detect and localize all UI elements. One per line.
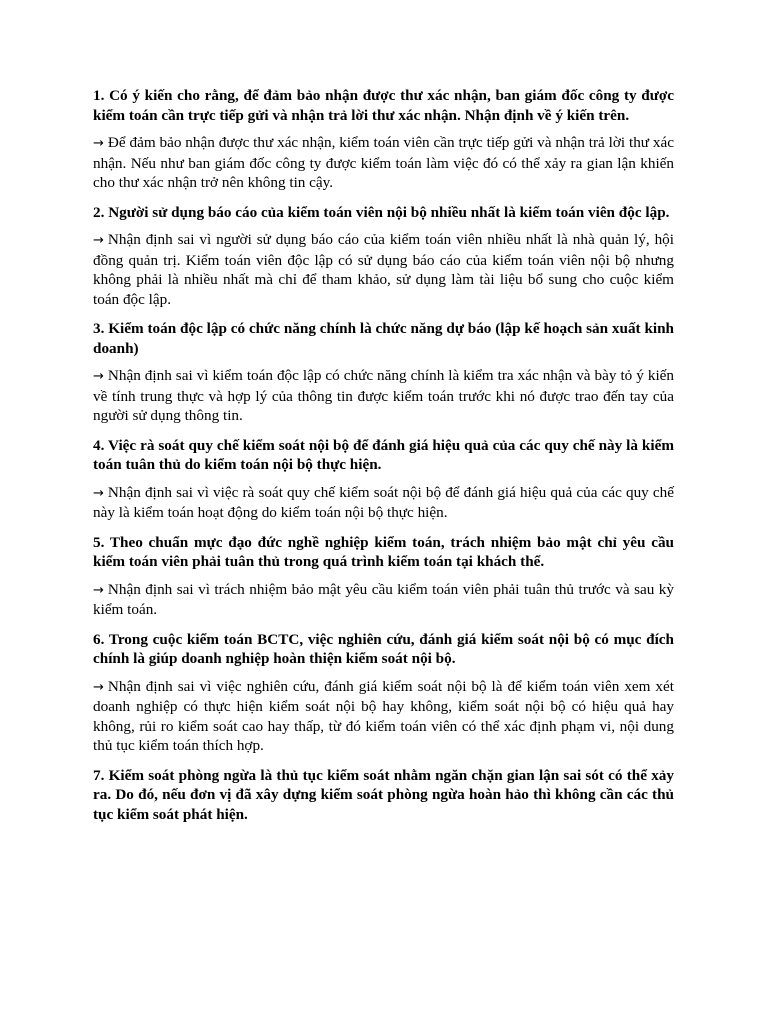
answer-2-text: Nhận định sai vì người sử dụng báo cáo của kiểm toán viên nhiều nhất là nhà quản lý, hội đồng quản trị. Kiểm toán viên độc lập có sử dụng báo cáo của kiểm toán viên nội bộ nhưng không phải là nhiều nhất mà chỉ để tham khảo, sử dụng làm tài liệu bổ sung cho cuộc kiểm toán độc lập. <box>93 231 674 308</box>
question-3: 3. Kiểm toán độc lập có chức năng chính là chức năng dự báo (lập kế hoạch sản xuất kinh doanh) <box>93 320 674 357</box>
arrow-right-icon: → <box>93 369 104 384</box>
item-7 <box>93 766 674 825</box>
item-3 <box>93 319 674 426</box>
item-5 <box>93 533 674 620</box>
question-4: 4. Việc rà soát quy chế kiểm soát nội bộ để đánh giá hiệu quả của các quy chế này là kiểm toán tuân thủ do kiểm toán nội bộ thực hiện. <box>93 436 674 473</box>
question-6: 6. Trong cuộc kiểm toán BCTC, việc nghiên cứu, đánh giá kiểm soát nội bộ có mục đích chính là giúp doanh nghiệp hoàn thiện kiểm soát nội bộ. <box>93 630 674 667</box>
answer-6-text: Nhận định sai vì việc nghiên cứu, đánh giá kiểm soát nội bộ là để kiểm toán viên xem xét doanh nghiệp có thực hiện kiểm soát nội bộ hay không, kiểm soát nội bộ có hiệu quả hay không, rủi ro kiểm soát cao hay thấp, từ đó kiểm toán viên có thể xác định phạm vi, nội dung thủ tục kiểm toán thích hợp. <box>93 677 674 754</box>
question-5: 5. Theo chuẩn mực đạo đức nghề nghiệp kiểm toán, trách nhiệm bảo mật chỉ yêu cầu kiểm toán viên phải tuân thủ trong quá trình kiểm toán tại khách thể. <box>93 533 674 570</box>
question-1: 1. Có ý kiến cho rằng, để đảm bảo nhận được thư xác nhận, ban giám đốc công ty được kiểm toán cần trực tiếp gửi và nhận trả lời thư xác nhận. Nhận định về ý kiến trên. <box>93 87 674 124</box>
answer-6 <box>93 677 674 756</box>
answer-2 <box>93 230 674 309</box>
answer-5 <box>93 580 674 620</box>
arrow-right-icon: → <box>93 582 104 598</box>
answer-3 <box>93 366 674 426</box>
item-2 <box>93 203 674 310</box>
question-2: 2. Người sử dụng báo cáo của kiểm toán viên nội bộ nhiều nhất là kiểm toán viên độc lập. <box>93 203 670 221</box>
answer-1 <box>93 133 674 193</box>
item-4 <box>93 436 674 523</box>
arrow-right-icon: → <box>93 679 104 695</box>
arrow-right-icon: → <box>93 233 104 248</box>
answer-3-text: Nhận định sai vì kiểm toán độc lập có chức năng chính là kiểm tra xác nhận và bày tỏ ý kiến về tính trung thực và hợp lý của thông tin được kiểm toán trước khi nó được trao đến tay của người sử dụng thông tin. <box>93 367 674 424</box>
item-6 <box>93 630 674 756</box>
answer-4-text: Nhận định sai vì việc rà soát quy chế kiểm soát nội bộ để đánh giá hiệu quả của các quy chế này là kiểm toán hoạt động do kiểm toán nội bộ thực hiện. <box>93 483 674 521</box>
item-1 <box>93 86 674 193</box>
answer-1-text: Để đảm bảo nhận được thư xác nhận, kiểm toán viên cần trực tiếp gửi và nhận trả lời thư xác nhận. Nếu như ban giám đốc công ty được kiểm toán làm việc đó có thể xảy ra gian lận khiến cho thư xác nhận trở nên không tin cậy. <box>93 134 674 191</box>
answer-4 <box>93 483 674 523</box>
arrow-right-icon: → <box>93 136 104 151</box>
arrow-right-icon: → <box>93 485 104 501</box>
question-7: 7. Kiểm soát phòng ngừa là thủ tục kiểm soát nhằm ngăn chặn gian lận sai sót có thể xảy ra. Do đó, nếu đơn vị đã xây dựng kiểm soát phòng ngừa hoàn hảo thì không cần các thủ tục kiểm soát phát hiện. <box>93 766 674 823</box>
answer-5-text: Nhận định sai vì trách nhiệm bảo mật yêu cầu kiểm toán viên phải tuân thủ trước và sau kỳ kiểm toán. <box>93 580 674 618</box>
